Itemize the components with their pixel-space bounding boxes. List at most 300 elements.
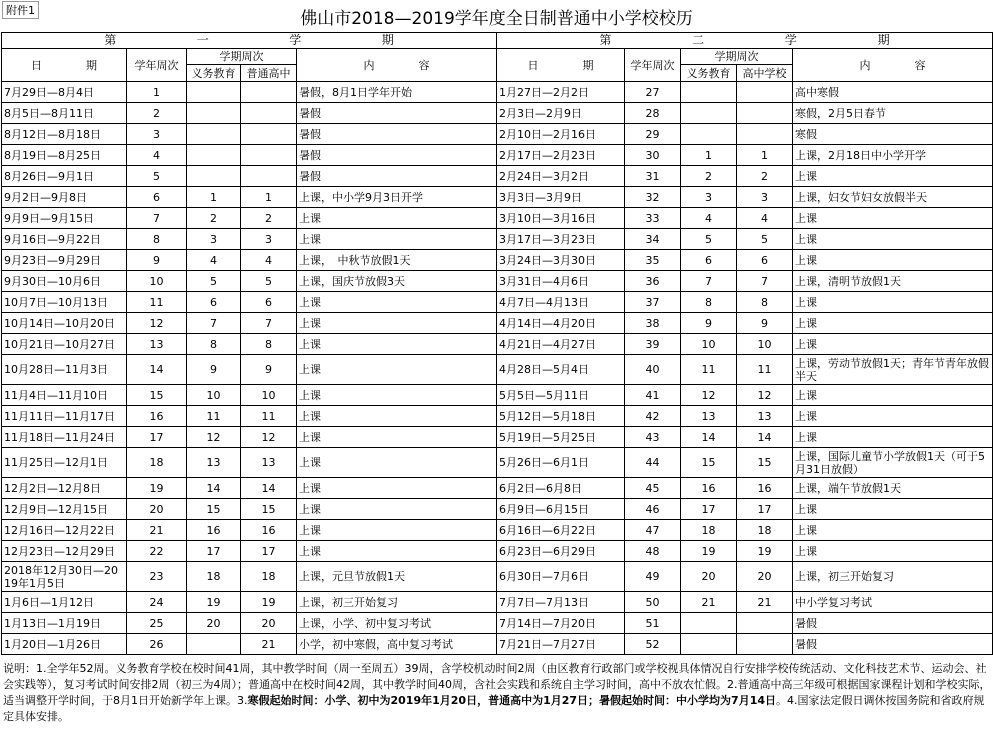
content-cell: 上课 — [297, 406, 497, 427]
week-cell: 20 — [127, 499, 187, 520]
page-title: 佛山市2018—2019学年度全日制普通中小学校校历 — [300, 9, 693, 29]
compulsory-week-cell: 1 — [681, 145, 737, 166]
content-cell: 上课，清明节放假1天 — [793, 271, 993, 292]
semester2-header-char: 期 — [877, 33, 890, 47]
semester1-header-char: 学 — [289, 33, 302, 47]
date-cell: 10月14日—10月20日 — [2, 313, 127, 334]
senior-week-cell — [241, 124, 297, 145]
week-cell: 44 — [625, 448, 681, 478]
senior-week-cell: 17 — [737, 499, 793, 520]
compulsory-week-cell: 15 — [187, 499, 241, 520]
date-cell: 12月16日—12月22日 — [2, 520, 127, 541]
content-cell: 上课 — [297, 478, 497, 499]
date-cell: 12月23日—12月29日 — [2, 541, 127, 562]
date-cell: 9月23日—9月29日 — [2, 250, 127, 271]
senior-week-cell — [737, 613, 793, 634]
date-cell: 11月11日—11月17日 — [2, 406, 127, 427]
content-cell: 上课，初三开始复习 — [297, 592, 497, 613]
week-cell: 6 — [127, 187, 187, 208]
week-cell: 9 — [127, 250, 187, 271]
week-cell: 35 — [625, 250, 681, 271]
week-cell: 42 — [625, 406, 681, 427]
date-cell: 1月27日—2月2日 — [497, 82, 625, 103]
content-cell: 上课 — [297, 541, 497, 562]
compulsory-week-cell: 15 — [681, 448, 737, 478]
compulsory-week-cell: 16 — [681, 478, 737, 499]
col-date-header-2: 日 期 — [497, 49, 625, 82]
note-bold-text: 寒假起始时间：小学、初中为2019年1月20日，普通高中为1月27日；暑假起始时间：中小学均为7月14日 — [247, 694, 776, 707]
senior-week-cell: 15 — [241, 499, 297, 520]
compulsory-week-cell — [681, 124, 737, 145]
week-cell: 4 — [127, 145, 187, 166]
table-row — [2, 355, 993, 385]
col-senior-header-2: 高中学校 — [737, 65, 793, 82]
col-term-week-header-2: 学期周次 — [681, 49, 793, 65]
content-cell: 上课 — [297, 499, 497, 520]
semester2-header-char: 第 — [599, 33, 612, 47]
semester1-header-char: 期 — [381, 33, 394, 47]
compulsory-week-cell — [681, 634, 737, 655]
date-cell: 8月26日—9月1日 — [2, 166, 127, 187]
date-cell: 6月16日—6月22日 — [497, 520, 625, 541]
week-cell: 40 — [625, 355, 681, 385]
week-cell: 30 — [625, 145, 681, 166]
week-cell: 34 — [625, 229, 681, 250]
date-cell: 9月30日—10月6日 — [2, 271, 127, 292]
compulsory-week-cell: 20 — [187, 613, 241, 634]
date-cell: 4月21日—4月27日 — [497, 334, 625, 355]
compulsory-week-cell: 19 — [187, 592, 241, 613]
compulsory-week-cell: 10 — [681, 334, 737, 355]
content-cell: 暑假，8月1日学年开始 — [297, 82, 497, 103]
content-cell: 上课 — [793, 292, 993, 313]
week-cell: 21 — [127, 520, 187, 541]
compulsory-week-cell: 6 — [187, 292, 241, 313]
senior-week-cell: 16 — [241, 520, 297, 541]
content-cell: 上课 — [793, 385, 993, 406]
content-cell: 上课 — [297, 427, 497, 448]
content-cell: 上课 — [793, 166, 993, 187]
date-cell: 6月2日—6月8日 — [497, 478, 625, 499]
compulsory-week-cell: 5 — [187, 271, 241, 292]
senior-week-cell: 12 — [241, 427, 297, 448]
week-cell: 52 — [625, 634, 681, 655]
date-cell: 2月10日—2月16日 — [497, 124, 625, 145]
senior-week-cell: 19 — [737, 541, 793, 562]
date-cell: 5月26日—6月1日 — [497, 448, 625, 478]
senior-week-cell: 5 — [241, 271, 297, 292]
semester2-header-char: 二 — [692, 33, 705, 47]
compulsory-week-cell: 9 — [187, 355, 241, 385]
senior-week-cell: 7 — [737, 271, 793, 292]
compulsory-week-cell: 19 — [681, 541, 737, 562]
senior-week-cell: 18 — [737, 520, 793, 541]
date-cell: 3月17日—3月23日 — [497, 229, 625, 250]
table-row — [2, 634, 993, 655]
compulsory-week-cell — [187, 124, 241, 145]
table-row — [2, 385, 993, 406]
senior-week-cell: 19 — [241, 592, 297, 613]
date-cell: 2月3日—2月9日 — [497, 103, 625, 124]
content-cell: 上课 — [793, 250, 993, 271]
date-cell: 10月28日—11月3日 — [2, 355, 127, 385]
compulsory-week-cell: 14 — [681, 427, 737, 448]
week-cell: 37 — [625, 292, 681, 313]
compulsory-week-cell: 11 — [681, 355, 737, 385]
compulsory-week-cell: 18 — [187, 562, 241, 592]
content-cell: 上课 — [793, 499, 993, 520]
compulsory-week-cell: 12 — [187, 427, 241, 448]
date-cell: 3月31日—4月6日 — [497, 271, 625, 292]
senior-week-cell — [737, 634, 793, 655]
week-cell: 38 — [625, 313, 681, 334]
senior-week-cell: 6 — [737, 250, 793, 271]
content-cell: 上课 — [793, 313, 993, 334]
date-cell: 6月23日—6月29日 — [497, 541, 625, 562]
content-cell: 暑假 — [297, 166, 497, 187]
compulsory-week-cell: 1 — [187, 187, 241, 208]
compulsory-week-cell: 4 — [681, 208, 737, 229]
col-senior-header: 普通高中 — [241, 65, 297, 82]
week-cell: 15 — [127, 385, 187, 406]
senior-week-cell: 12 — [737, 385, 793, 406]
table-row — [2, 208, 993, 229]
week-cell: 32 — [625, 187, 681, 208]
week-cell: 12 — [127, 313, 187, 334]
compulsory-week-cell: 16 — [187, 520, 241, 541]
content-cell: 中小学复习考试 — [793, 592, 993, 613]
table-row — [2, 427, 993, 448]
col-date-header: 日 期 — [2, 49, 127, 82]
senior-week-cell: 10 — [737, 334, 793, 355]
week-cell: 50 — [625, 592, 681, 613]
date-cell: 8月19日—8月25日 — [2, 145, 127, 166]
date-cell: 9月2日—9月8日 — [2, 187, 127, 208]
content-cell: 暑假 — [297, 124, 497, 145]
compulsory-week-cell — [187, 82, 241, 103]
content-cell: 上课，元旦节放假1天 — [297, 562, 497, 592]
week-cell: 25 — [127, 613, 187, 634]
week-cell: 14 — [127, 355, 187, 385]
date-cell: 10月21日—10月27日 — [2, 334, 127, 355]
content-cell: 暑假 — [297, 145, 497, 166]
senior-week-cell: 14 — [241, 478, 297, 499]
compulsory-week-cell: 7 — [681, 271, 737, 292]
semester1-header — [2, 33, 497, 49]
senior-week-cell: 13 — [241, 448, 297, 478]
week-cell: 46 — [625, 499, 681, 520]
date-cell: 6月30日—7月6日 — [497, 562, 625, 592]
date-cell: 3月10日—3月16日 — [497, 208, 625, 229]
week-cell: 1 — [127, 82, 187, 103]
week-cell: 11 — [127, 292, 187, 313]
date-cell: 12月9日—12月15日 — [2, 499, 127, 520]
date-cell: 7月14日—7月20日 — [497, 613, 625, 634]
week-cell: 26 — [127, 634, 187, 655]
compulsory-week-cell — [681, 103, 737, 124]
content-cell: 上课，劳动节放假1天；青年节青年放假半天 — [793, 355, 993, 385]
col-week-header: 学年周次 — [127, 49, 187, 82]
week-cell: 22 — [127, 541, 187, 562]
semester2-header-char: 学 — [784, 33, 797, 47]
table-row — [2, 334, 993, 355]
date-cell: 1月6日—1月12日 — [2, 592, 127, 613]
compulsory-week-cell — [187, 166, 241, 187]
senior-week-cell: 10 — [241, 385, 297, 406]
week-cell: 28 — [625, 103, 681, 124]
date-cell: 7月21日—7月27日 — [497, 634, 625, 655]
week-cell: 36 — [625, 271, 681, 292]
date-cell: 4月7日—4月13日 — [497, 292, 625, 313]
compulsory-week-cell: 20 — [681, 562, 737, 592]
week-cell: 47 — [625, 520, 681, 541]
content-cell: 上课 — [793, 208, 993, 229]
table-row — [2, 166, 993, 187]
col-compulsory-header-2: 义务教育 — [681, 65, 737, 82]
col-term-week-header: 学期周次 — [187, 49, 297, 65]
table-row — [2, 124, 993, 145]
content-cell: 上课，端午节放假1天 — [793, 478, 993, 499]
school-calendar-table — [1, 32, 993, 655]
table-row — [2, 271, 993, 292]
compulsory-week-cell: 21 — [681, 592, 737, 613]
compulsory-week-cell: 17 — [681, 499, 737, 520]
notes — [3, 661, 991, 725]
week-cell: 45 — [625, 478, 681, 499]
week-cell: 27 — [625, 82, 681, 103]
semester-header-row — [2, 33, 993, 49]
week-cell: 41 — [625, 385, 681, 406]
content-cell: 上课 — [793, 520, 993, 541]
table-row — [2, 313, 993, 334]
senior-week-cell: 4 — [737, 208, 793, 229]
date-cell: 12月2日—12月8日 — [2, 478, 127, 499]
senior-week-cell: 1 — [241, 187, 297, 208]
table-row — [2, 82, 993, 103]
semester1-header-char: 一 — [196, 33, 209, 47]
compulsory-week-cell: 4 — [187, 250, 241, 271]
week-cell: 33 — [625, 208, 681, 229]
compulsory-week-cell: 8 — [681, 292, 737, 313]
senior-week-cell — [241, 166, 297, 187]
content-cell: 上课 — [793, 541, 993, 562]
content-cell: 上课，中小学9月3日开学 — [297, 187, 497, 208]
compulsory-week-cell: 18 — [681, 520, 737, 541]
content-cell: 上课 — [297, 520, 497, 541]
senior-week-cell: 20 — [737, 562, 793, 592]
col-week-header-2: 学年周次 — [625, 49, 681, 82]
content-cell: 上课，国际儿童节小学放假1天（可于5月31日放假） — [793, 448, 993, 478]
week-cell: 31 — [625, 166, 681, 187]
compulsory-week-cell: 12 — [681, 385, 737, 406]
date-cell: 4月28日—5月4日 — [497, 355, 625, 385]
date-cell: 7月29日—8月4日 — [2, 82, 127, 103]
senior-week-cell: 9 — [737, 313, 793, 334]
table-row — [2, 229, 993, 250]
senior-week-cell: 4 — [241, 250, 297, 271]
table-row — [2, 541, 993, 562]
content-cell: 上课 — [793, 406, 993, 427]
senior-week-cell: 21 — [241, 634, 297, 655]
senior-week-cell: 3 — [241, 229, 297, 250]
compulsory-week-cell — [187, 103, 241, 124]
date-cell: 11月18日—11月24日 — [2, 427, 127, 448]
week-cell: 5 — [127, 166, 187, 187]
content-cell: 上课 — [793, 229, 993, 250]
content-cell: 上课，国庆节放假3天 — [297, 271, 497, 292]
senior-week-cell: 8 — [241, 334, 297, 355]
content-cell: 上课 — [297, 208, 497, 229]
compulsory-week-cell: 6 — [681, 250, 737, 271]
content-cell: 高中寒假 — [793, 82, 993, 103]
week-cell: 24 — [127, 592, 187, 613]
senior-week-cell: 2 — [241, 208, 297, 229]
col-content-header: 内 容 — [297, 49, 497, 82]
senior-week-cell: 11 — [241, 406, 297, 427]
senior-week-cell — [241, 103, 297, 124]
week-cell: 13 — [127, 334, 187, 355]
senior-week-cell — [737, 124, 793, 145]
senior-week-cell: 15 — [737, 448, 793, 478]
table-row — [2, 499, 993, 520]
content-cell: 上课 — [297, 292, 497, 313]
date-cell: 8月12日—8月18日 — [2, 124, 127, 145]
table-row — [2, 103, 993, 124]
week-cell: 17 — [127, 427, 187, 448]
senior-week-cell: 2 — [737, 166, 793, 187]
week-cell: 49 — [625, 562, 681, 592]
date-cell: 4月14日—4月20日 — [497, 313, 625, 334]
week-cell: 16 — [127, 406, 187, 427]
date-cell: 5月12日—5月18日 — [497, 406, 625, 427]
content-cell: 暑假 — [297, 103, 497, 124]
content-cell: 上课 — [297, 229, 497, 250]
semester1-header-char: 第 — [104, 33, 117, 47]
date-cell: 7月7日—7月13日 — [497, 592, 625, 613]
date-cell: 2018年12月30日—2019年1月5日 — [2, 562, 127, 592]
senior-week-cell: 8 — [737, 292, 793, 313]
table-row — [2, 448, 993, 478]
content-cell: 上课 — [297, 448, 497, 478]
senior-week-cell: 20 — [241, 613, 297, 634]
compulsory-week-cell: 7 — [187, 313, 241, 334]
table-row — [2, 562, 993, 592]
compulsory-week-cell: 3 — [187, 229, 241, 250]
date-cell: 5月19日—5月25日 — [497, 427, 625, 448]
week-cell: 39 — [625, 334, 681, 355]
compulsory-week-cell — [681, 613, 737, 634]
annex-label: 附件1 — [2, 1, 39, 19]
table-row — [2, 613, 993, 634]
senior-week-cell: 13 — [737, 406, 793, 427]
compulsory-week-cell: 10 — [187, 385, 241, 406]
content-cell: 上课 — [297, 355, 497, 385]
table-row — [2, 187, 993, 208]
date-cell: 1月20日—1月26日 — [2, 634, 127, 655]
date-cell: 8月5日—8月11日 — [2, 103, 127, 124]
compulsory-week-cell — [681, 82, 737, 103]
content-cell: 上课 — [297, 313, 497, 334]
week-cell: 43 — [625, 427, 681, 448]
date-cell: 1月13日—1月19日 — [2, 613, 127, 634]
senior-week-cell: 6 — [241, 292, 297, 313]
column-header-row — [2, 49, 993, 65]
table-row — [2, 592, 993, 613]
date-cell: 3月3日—3月9日 — [497, 187, 625, 208]
compulsory-week-cell: 13 — [187, 448, 241, 478]
content-cell: 上课，妇女节妇女放假半天 — [793, 187, 993, 208]
senior-week-cell: 14 — [737, 427, 793, 448]
content-cell: 寒假 — [793, 124, 993, 145]
compulsory-week-cell: 3 — [681, 187, 737, 208]
content-cell: 暑假 — [793, 634, 993, 655]
week-cell: 51 — [625, 613, 681, 634]
senior-week-cell: 7 — [241, 313, 297, 334]
week-cell: 29 — [625, 124, 681, 145]
date-cell: 10月7日—10月13日 — [2, 292, 127, 313]
content-cell: 寒假，2月5日春节 — [793, 103, 993, 124]
week-cell: 18 — [127, 448, 187, 478]
date-cell: 9月16日—9月22日 — [2, 229, 127, 250]
compulsory-week-cell: 9 — [681, 313, 737, 334]
senior-week-cell: 11 — [737, 355, 793, 385]
date-cell: 6月9日—6月15日 — [497, 499, 625, 520]
col-content-header-2: 内 容 — [793, 49, 993, 82]
week-cell: 48 — [625, 541, 681, 562]
compulsory-week-cell: 2 — [681, 166, 737, 187]
note-text-end: 。4.国家法定假日调休按国务院和省政府规定具体安排。 — [3, 694, 985, 723]
week-cell: 8 — [127, 229, 187, 250]
date-cell: 3月24日—3月30日 — [497, 250, 625, 271]
senior-week-cell — [241, 145, 297, 166]
table-row — [2, 292, 993, 313]
content-cell: 上课，2月18日中小学开学 — [793, 145, 993, 166]
senior-week-cell: 18 — [241, 562, 297, 592]
date-cell: 2月17日—2月23日 — [497, 145, 625, 166]
senior-week-cell: 17 — [241, 541, 297, 562]
compulsory-week-cell: 11 — [187, 406, 241, 427]
senior-week-cell: 5 — [737, 229, 793, 250]
date-cell: 9月9日—9月15日 — [2, 208, 127, 229]
content-cell: 小学，初中寒假，高中复习考试 — [297, 634, 497, 655]
date-cell: 2月24日—3月2日 — [497, 166, 625, 187]
table-row — [2, 406, 993, 427]
senior-week-cell: 16 — [737, 478, 793, 499]
note-text: 说明：1.全学年52周。义务教育学校在校时间41周，其中教学时间（周一至周五）39周，含学校机动时间2周（由区教育行政部门或学校视具体情况自行安排学校传统活动、文化科技艺术节、运动会、社会实践等），复习考试时间安排2周（初三为4周）；普通高中在校时间42周，其中教学时间40周，含社会实践和系统自主学习时间，高中不放农忙假。2.普通高中高三年级可根据国家课程计划和学校实际，适当调整开学时间，于8月1日开始新学年上课。3. — [3, 662, 991, 707]
week-cell: 10 — [127, 271, 187, 292]
compulsory-week-cell: 8 — [187, 334, 241, 355]
content-cell: 上课 — [793, 427, 993, 448]
content-cell: 上课 — [297, 334, 497, 355]
table-row — [2, 145, 993, 166]
week-cell: 2 — [127, 103, 187, 124]
content-cell: 上课 — [793, 334, 993, 355]
week-cell: 3 — [127, 124, 187, 145]
senior-week-cell: 3 — [737, 187, 793, 208]
compulsory-week-cell: 17 — [187, 541, 241, 562]
compulsory-week-cell: 13 — [681, 406, 737, 427]
date-cell: 11月25日—12月1日 — [2, 448, 127, 478]
content-cell: 暑假 — [793, 613, 993, 634]
compulsory-week-cell: 5 — [681, 229, 737, 250]
week-cell: 23 — [127, 562, 187, 592]
table-row — [2, 520, 993, 541]
compulsory-week-cell — [187, 145, 241, 166]
week-cell: 19 — [127, 478, 187, 499]
semester2-header — [497, 33, 993, 49]
date-cell: 5月5日—5月11日 — [497, 385, 625, 406]
col-compulsory-header: 义务教育 — [187, 65, 241, 82]
